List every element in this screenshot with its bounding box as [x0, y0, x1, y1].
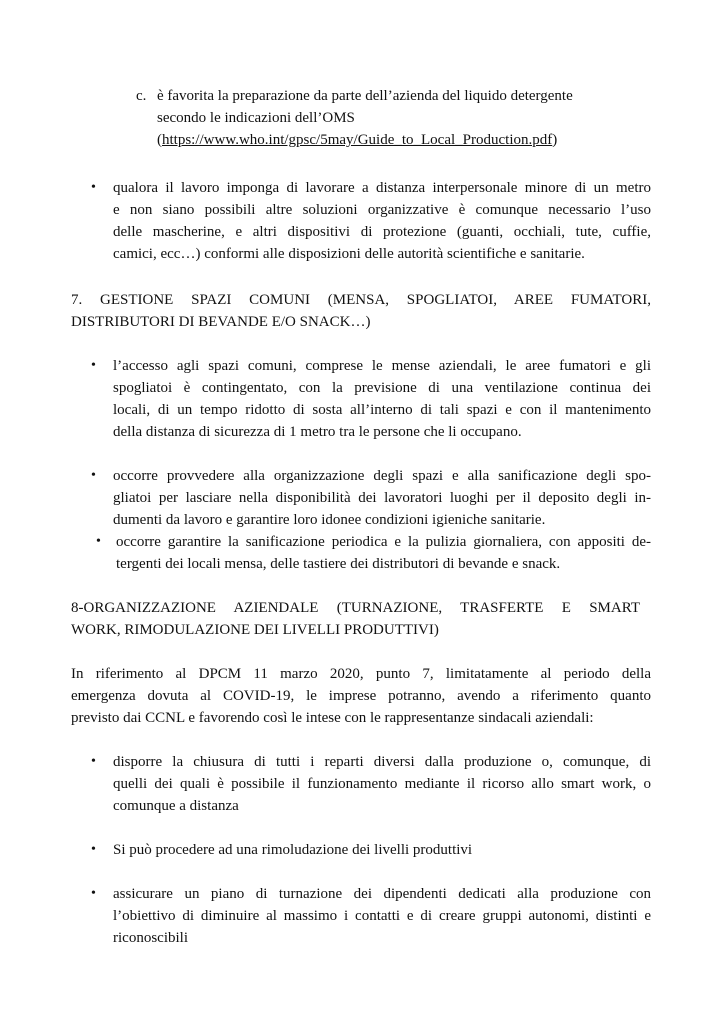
organize-line-1: occorre provvedere alla organizzazione degli spazi e alla sanificazione degli spo- — [113, 468, 651, 484]
intro-line-1: In riferimento al DPCM 11 marzo 2020, punto 7, limitatamente al periodo della — [71, 666, 651, 682]
masks-line-1: qualora il lavoro imponga di lavorare a distanza interpersonale minore di un metro — [113, 180, 651, 196]
shifts-line-2: l’obiettivo di diminuire al massimo i contatti e di creare gruppi autonomi, distinti e — [113, 908, 651, 924]
close-line-3: comunque a distanza — [113, 798, 239, 814]
bullet-icon: • — [91, 886, 96, 901]
masks-line-4: camici, ecc…) conformi alle disposizioni delle autorità scientifiche e sanitarie. — [113, 246, 585, 262]
section-8-heading-line-1: 8-ORGANIZZAZIONE AZIENDALE (TURNAZIONE, TRASFERTE E SMART — [71, 600, 640, 616]
bullet-icon: • — [96, 534, 101, 549]
close-line-1: disporre la chiusura di tutti i reparti diversi dalla produzione o, comunque, di — [113, 754, 651, 770]
sanitize-line-2: tergenti dei locali mensa, delle tastiere dei distributori di bevande e snack. — [116, 556, 561, 572]
item-c-line-1: è favorita la preparazione da parte dell’azienda del liquido detergente — [157, 88, 573, 104]
organize-line-3: dumenti da lavoro e garantire loro idonee condizioni igieniche sanitarie. — [113, 512, 546, 528]
access-line-2: spogliatoi è contingentato, con la previsione di una ventilazione continua dei — [113, 380, 651, 396]
item-c-line-2: secondo le indicazioni dell’OMS — [157, 110, 355, 126]
link-close-paren: ) — [552, 132, 558, 148]
section-7-heading-line-2: DISTRIBUTORI DI BEVANDE E/O SNACK…) — [71, 314, 371, 330]
sanitize-line-1: occorre garantire la sanificazione periodica e la pulizia giornaliera, con appositi de- — [116, 534, 651, 550]
masks-line-2: e non siano possibili altre soluzioni organizzative è comunque necessario l’uso — [113, 202, 651, 218]
intro-line-3: previsto dai CCNL e favorendo così le intese con le rappresentanze sindacali aziendali: — [71, 710, 594, 726]
item-c-line-3 — [157, 130, 557, 150]
shifts-line-1: assicurare un piano di turnazione dei dipendenti dedicati alla produzione con — [113, 886, 651, 902]
section-7-heading-line-1: 7. GESTIONE SPAZI COMUNI (MENSA, SPOGLIATOI, AREE FUMATORI, — [71, 292, 651, 308]
bullet-icon: • — [91, 358, 96, 373]
shifts-line-3: riconoscibili — [113, 930, 188, 946]
close-line-2: quelli dei quali è possibile il funzionamento mediante il ricorso allo smart work, o — [113, 776, 651, 792]
masks-line-3: delle mascherine, e altri dispositivi di protezione (guanti, occhiali, tute, cuffie, — [113, 224, 651, 240]
access-line-3: locali, di un tempo ridotto di sosta all’interno di tali spazi e con il mantenimento — [113, 402, 651, 418]
remodulate-line-1: Si può procedere ad una rimoludazione dei livelli produttivi — [113, 842, 473, 858]
organize-line-2: gliatoi per lasciare nella disponibilità dei lavoratori luoghi per il deposito degli in- — [113, 490, 651, 506]
link-open-paren: ( — [157, 132, 162, 148]
bullet-icon: • — [91, 180, 96, 195]
bullet-icon: • — [91, 842, 96, 857]
bullet-icon: • — [91, 754, 96, 769]
who-guide-link[interactable]: https://www.who.int/gpsc/5may/Guide_to_Local_Production.pdf — [162, 132, 553, 148]
section-8-heading-line-2: WORK, RIMODULAZIONE DEI LIVELLI PRODUTTIVI) — [71, 622, 439, 638]
list-marker-c: c. — [136, 88, 147, 104]
access-line-4: della distanza di sicurezza di 1 metro tra le persone che li occupano. — [113, 424, 522, 440]
intro-line-2: emergenza dovuta al COVID-19, le imprese potranno, avendo a riferimento quanto — [71, 688, 651, 704]
access-line-1: l’accesso agli spazi comuni, comprese le mense aziendali, le aree fumatori e gli — [113, 358, 651, 374]
bullet-icon: • — [91, 468, 96, 483]
